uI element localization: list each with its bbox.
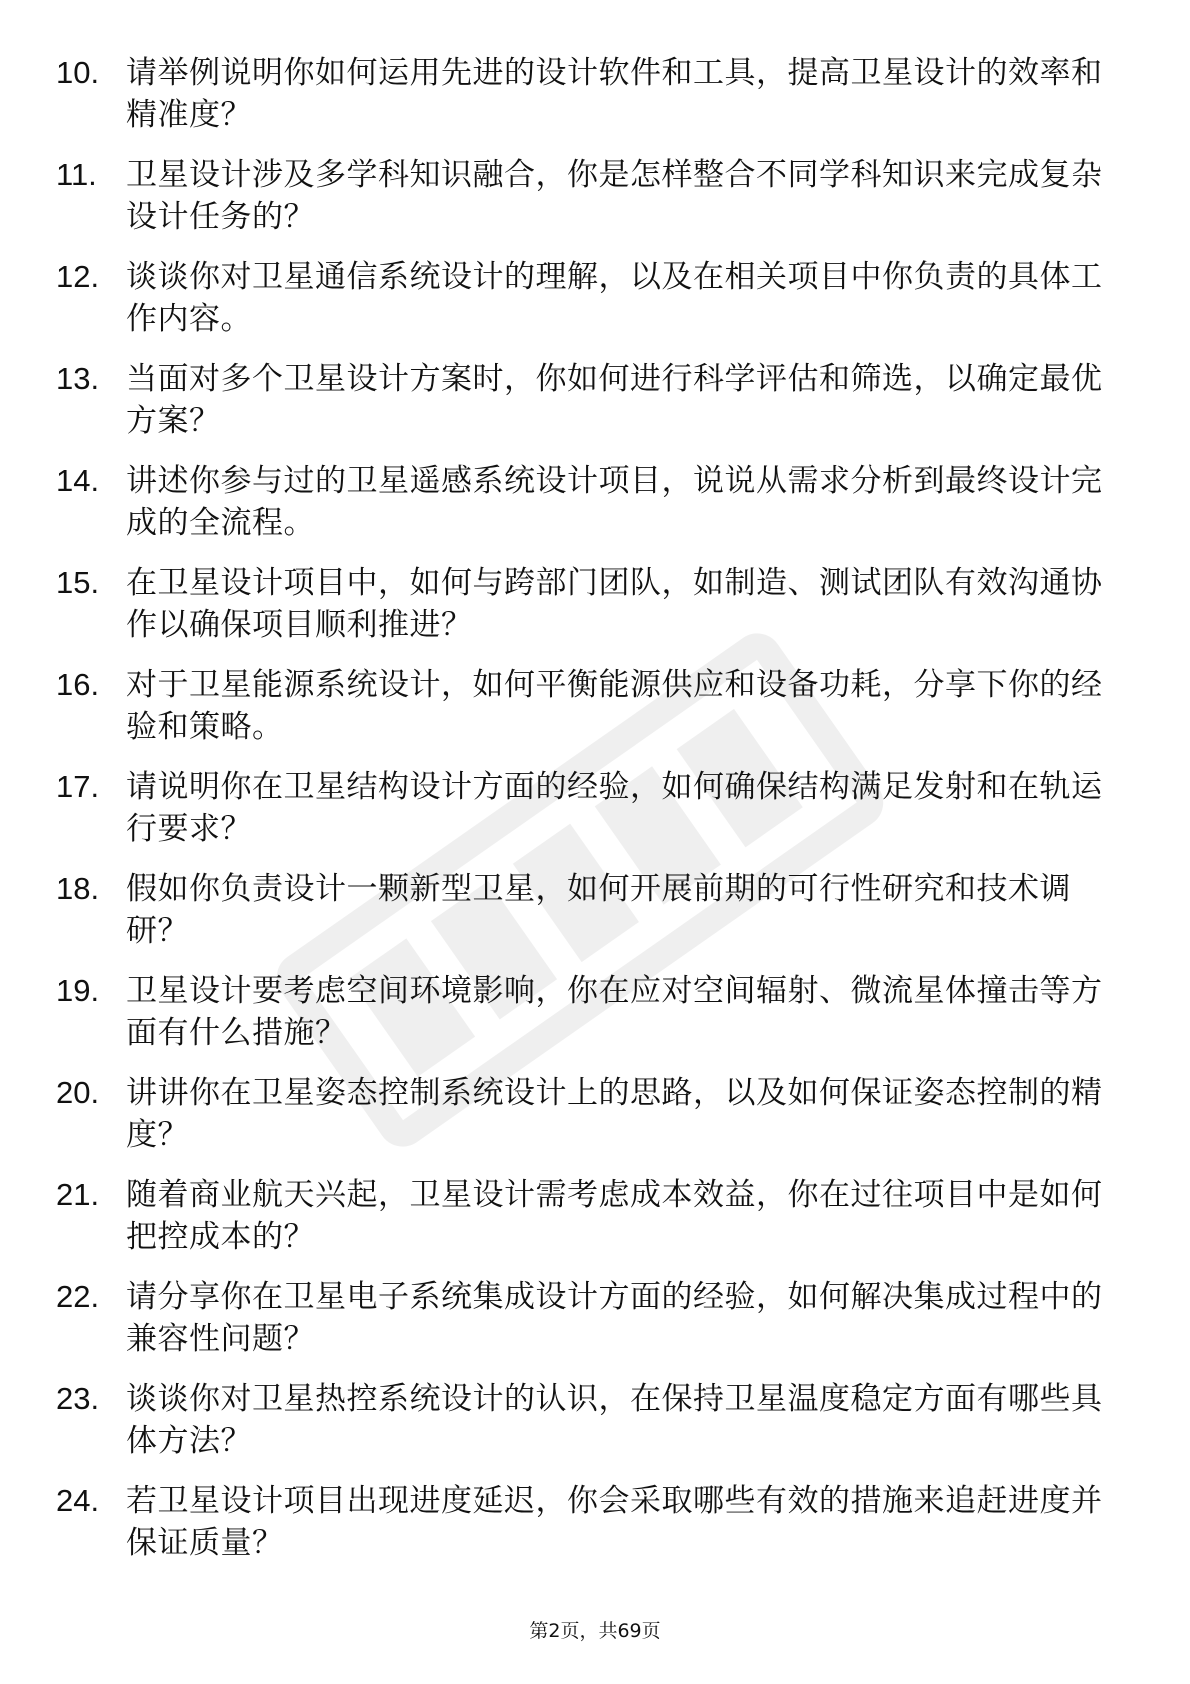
question-item (56, 154, 1116, 238)
question-item (56, 1378, 1116, 1462)
question-list (56, 52, 1116, 1582)
question-text: 在卫星设计项目中，如何与跨部门团队，如制造、测试团队有效沟通协作以确保项目顺利推进？ (126, 565, 1103, 643)
question-text: 讲讲你在卫星姿态控制系统设计上的思路，以及如何保证姿态控制的精度？ (126, 1075, 1103, 1153)
question-item (56, 970, 1116, 1054)
question-number: 17. (56, 769, 100, 804)
question-number: 16. (56, 667, 100, 702)
question-number: 18. (56, 871, 100, 906)
question-text: 请举例说明你如何运用先进的设计软件和工具，提高卫星设计的效率和精准度？ (126, 55, 1103, 133)
question-number: 15. (56, 565, 100, 600)
question-item (56, 766, 1116, 850)
question-number: 24. (56, 1483, 100, 1518)
question-number: 21. (56, 1177, 100, 1212)
question-text: 谈谈你对卫星热控系统设计的认识，在保持卫星温度稳定方面有哪些具体方法？ (126, 1381, 1103, 1459)
question-text: 请分享你在卫星电子系统集成设计方面的经验，如何解决集成过程中的兼容性问题？ (126, 1279, 1103, 1357)
question-text: 请说明你在卫星结构设计方面的经验，如何确保结构满足发射和在轨运行要求？ (126, 769, 1103, 847)
question-item (56, 358, 1116, 442)
question-number: 22. (56, 1279, 100, 1314)
question-item (56, 52, 1116, 136)
question-text: 卫星设计涉及多学科知识融合，你是怎样整合不同学科知识来完成复杂设计任务的？ (126, 157, 1103, 235)
question-number: 11. (56, 157, 97, 192)
question-item (56, 1480, 1116, 1564)
page-footer: 第2页，共69页 (529, 1620, 661, 1642)
question-text: 对于卫星能源系统设计，如何平衡能源供应和设备功耗，分享下你的经验和策略。 (126, 667, 1103, 745)
question-number: 20. (56, 1075, 100, 1110)
question-item (56, 460, 1116, 544)
question-item (56, 664, 1116, 748)
question-text: 假如你负责设计一颗新型卫星，如何开展前期的可行性研究和技术调研？ (126, 871, 1071, 949)
question-text: 若卫星设计项目出现进度延迟，你会采取哪些有效的措施来追赶进度并保证质量？ (126, 1483, 1103, 1561)
question-item (56, 256, 1116, 340)
question-text: 当面对多个卫星设计方案时，你如何进行科学评估和筛选，以确定最优方案？ (126, 361, 1103, 439)
question-text: 讲述你参与过的卫星遥感系统设计项目，说说从需求分析到最终设计完成的全流程。 (126, 463, 1103, 541)
question-text: 随着商业航天兴起，卫星设计需考虑成本效益，你在过往项目中是如何把控成本的？ (126, 1177, 1103, 1255)
question-number: 23. (56, 1381, 100, 1416)
question-item (56, 562, 1116, 646)
question-item (56, 868, 1116, 952)
question-number: 13. (56, 361, 100, 396)
question-number: 12. (56, 259, 100, 294)
question-text: 谈谈你对卫星通信系统设计的理解，以及在相关项目中你负责的具体工作内容。 (126, 259, 1103, 337)
question-item (56, 1276, 1116, 1360)
question-item (56, 1174, 1116, 1258)
question-text: 卫星设计要考虑空间环境影响，你在应对空间辐射、微流星体撞击等方面有什么措施？ (126, 973, 1103, 1051)
question-number: 10. (56, 55, 100, 90)
question-number: 14. (56, 463, 100, 498)
question-item (56, 1072, 1116, 1156)
question-number: 19. (56, 973, 100, 1008)
